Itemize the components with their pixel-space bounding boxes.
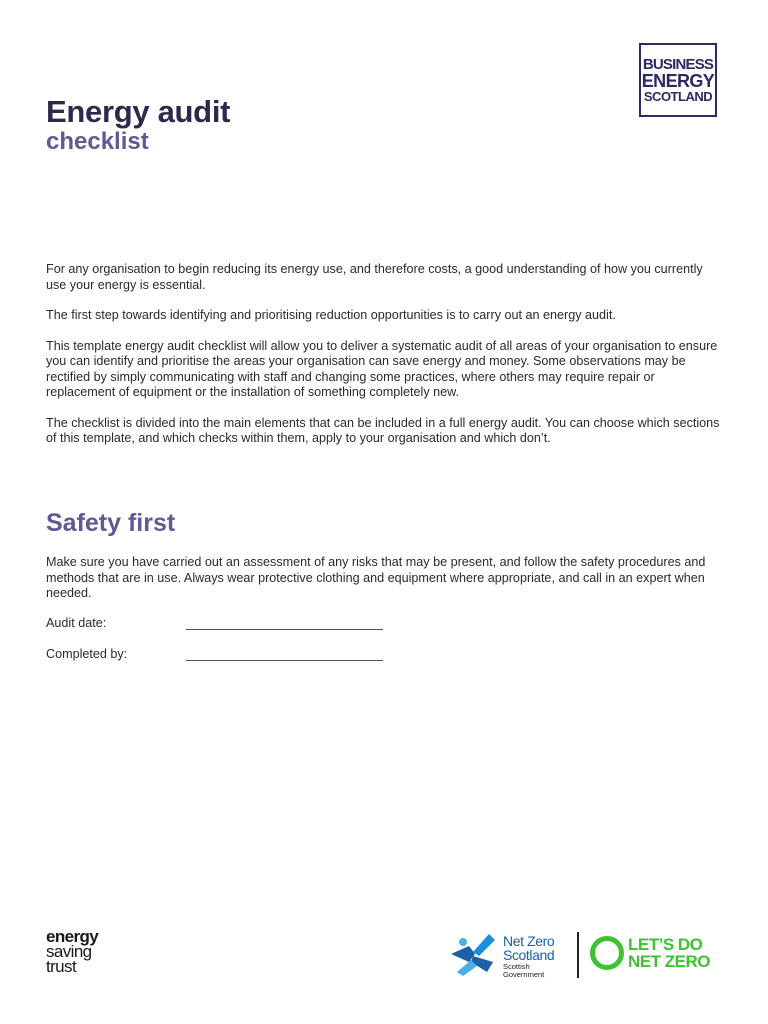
- business-energy-scotland-logo: [639, 43, 717, 117]
- letsdo-line-1: LET’S DO: [628, 935, 703, 954]
- energy-saving-trust-logo: [46, 929, 98, 974]
- letsdo-text: [628, 936, 710, 970]
- intro-paragraph-4: The checklist is divided into the main elements that can be included in a full energy audit. You can choose which sections of this template, and which checks within them, apply to your organisation and which don’t.: [46, 415, 720, 445]
- saltire-icon: [449, 932, 499, 978]
- est-logo-line-3: trust: [46, 957, 77, 976]
- logo-line-2: ENERGY: [641, 71, 715, 91]
- lets-do-net-zero-logo: [590, 934, 735, 978]
- intro-paragraph-1: For any organisation to begin reducing its energy use, and therefore costs, a good understanding of how you currently use your energy is essential.: [46, 262, 703, 292]
- safety-heading: Safety first: [46, 509, 176, 537]
- nzs-line-2: Scotland: [503, 947, 555, 963]
- audit-date-label: Audit date:: [46, 616, 107, 630]
- completed-by-label: Completed by:: [46, 647, 128, 661]
- scottish-government-text: [503, 963, 544, 979]
- intro-paragraph-3: This template energy audit checklist will allow you to deliver a systematic audit of all areas of your organisation to ensure you can identify and prioritise the areas your organisation can save energy and money. Some observations may be rectified by simply communicating with staff and changing some practices, where others may require repair or replacement of equipment or the installation of something completely new.: [46, 338, 718, 399]
- nzs-line-1: Net Zero: [503, 933, 555, 949]
- page-subtitle: checklist: [46, 128, 149, 155]
- letsdo-line-2: NET ZERO: [628, 952, 710, 971]
- green-ring-icon: [590, 936, 624, 970]
- intro-paragraph-2: The first step towards identifying and prioritising reduction opportunities is to carry out an energy audit.: [46, 308, 616, 322]
- net-zero-scotland-logo: [449, 932, 579, 982]
- est-logo-line-2: saving: [46, 942, 92, 961]
- logo-line-3: SCOTLAND: [643, 89, 713, 104]
- intro-section: [46, 262, 726, 462]
- completed-by-line[interactable]: [186, 660, 383, 661]
- footer-divider: [577, 932, 579, 978]
- est-logo-line-1: energy: [46, 927, 99, 946]
- page-title: Energy audit: [46, 94, 231, 129]
- nzs-text: [503, 934, 554, 962]
- safety-text: Make sure you have carried out an assessment of any risks that may be present, and follow the safety procedures and methods that are in use. Always wear protective clothing and equipment where appropriate, and call in an expert when needed.: [46, 555, 706, 600]
- sg-line-1: Scottish: [503, 962, 530, 971]
- audit-date-line[interactable]: [186, 629, 383, 630]
- logo-line-1: BUSINESS: [642, 56, 714, 73]
- sg-line-2: Government: [503, 970, 545, 979]
